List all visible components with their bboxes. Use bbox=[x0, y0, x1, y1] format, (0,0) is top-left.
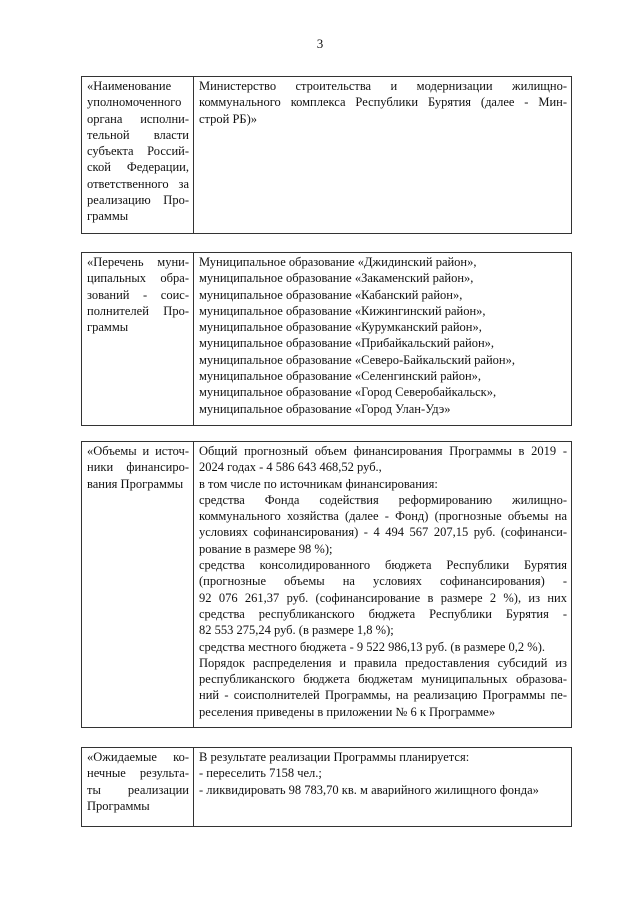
value-line: 2024 годах - 4 586 643 468,52 руб., bbox=[199, 460, 382, 475]
label-line: нечные результа- bbox=[87, 766, 189, 781]
label-line: зований - соис- bbox=[87, 287, 189, 302]
label-line: ники финансиро- bbox=[87, 460, 189, 475]
label-line: ответственного за bbox=[87, 176, 189, 191]
label-line: полнителей Про- bbox=[87, 303, 189, 318]
label-cell bbox=[82, 442, 194, 728]
value-line: реселения приведены в приложении № 6 к Программе» bbox=[199, 704, 496, 719]
label-line: тельной власти bbox=[87, 127, 189, 142]
value-line: коммунального хозяйства (далее - Фонд) (прогнозные объемы на bbox=[199, 509, 567, 524]
label-line: реализацию Про- bbox=[87, 193, 189, 208]
page-number: 3 bbox=[316, 36, 324, 51]
value-line: Общий прогнозный объем финансирования Программы в 2019 - bbox=[199, 444, 567, 458]
value-line: ний - соисполнителей Программы, на реализацию Программы пе- bbox=[199, 688, 567, 703]
label-line: ты реализации bbox=[87, 782, 189, 797]
municipality-item: муниципальное образование «Курумканский район», bbox=[199, 320, 482, 335]
value-cell bbox=[194, 442, 572, 728]
label-line: ской Федерации, bbox=[87, 160, 189, 175]
passport-table-financing bbox=[81, 441, 572, 728]
label-cell bbox=[82, 253, 194, 426]
value-line: - ликвидировать 98 783,70 кв. м аварийного жилищного фонда» bbox=[199, 782, 539, 797]
value-line: средства местного бюджета - 9 522 986,13 руб. (в размере 0,2 %). bbox=[199, 639, 546, 654]
label-line: вания Программы bbox=[87, 476, 184, 491]
value-line: средства республиканского бюджета Республики Бурятия - bbox=[199, 606, 567, 621]
municipality-item: муниципальное образование «Кижингинский район», bbox=[199, 303, 486, 318]
value-line: (прогнозные объемы на условиях софинансирования) - bbox=[199, 574, 567, 589]
value-line: средства консолидированного бюджета Республики Бурятия bbox=[199, 558, 567, 573]
value-line: Порядок распределения и правила предоставления субсидий из bbox=[199, 655, 567, 670]
municipality-item: муниципальное образование «Прибайкальский район», bbox=[199, 336, 495, 351]
municipality-item: муниципальное образование «Закаменский район», bbox=[199, 271, 474, 286]
table-row bbox=[82, 253, 572, 426]
label-line: «Ожидаемые ко- bbox=[87, 750, 189, 764]
label-line: ципальных обра- bbox=[87, 271, 189, 286]
value-line: рование в размере 98 %); bbox=[199, 541, 333, 556]
value-line: В результате реализации Программы планируется: bbox=[199, 750, 470, 764]
municipality-item: Муниципальное образование «Джидинский район», bbox=[199, 255, 477, 269]
value-line: 82 553 275,24 руб. (в размере 1,8 %); bbox=[199, 623, 394, 638]
value-line: строй РБ)» bbox=[199, 111, 258, 126]
value-line: республиканского бюджета бюджетам муниципальных образова- bbox=[199, 672, 567, 687]
municipality-item: муниципальное образование «Селенгинский район», bbox=[199, 369, 482, 384]
municipality-item: муниципальное образование «Северо-Байкальский район», bbox=[199, 352, 515, 367]
municipality-item: муниципальное образование «Город Улан-Удэ» bbox=[199, 401, 451, 416]
value-cell bbox=[194, 253, 572, 426]
label-line: «Объемы и источ- bbox=[87, 444, 189, 458]
label-line: граммы bbox=[87, 320, 129, 335]
label-line: «Перечень муни- bbox=[87, 255, 189, 269]
passport-table-municipalities bbox=[81, 252, 572, 426]
label-line: субъекта Россий- bbox=[87, 144, 189, 159]
value-line: в том числе по источникам финансирования: bbox=[199, 476, 438, 491]
table-row bbox=[82, 77, 572, 234]
value-line: условиях софинансирования) - 4 494 567 207,15 руб. (софинанси- bbox=[199, 525, 567, 540]
value-cell bbox=[194, 748, 572, 827]
label-line: Программы bbox=[87, 798, 150, 813]
value-line: Министерство строительства и модернизации жилищно- bbox=[199, 79, 567, 93]
label-line: органа исполни- bbox=[87, 111, 189, 126]
municipality-item: муниципальное образование «Кабанский район», bbox=[199, 287, 463, 302]
label-cell bbox=[82, 77, 194, 234]
value-cell bbox=[194, 77, 572, 234]
value-line: средства Фонда содействия реформированию жилищно- bbox=[199, 492, 567, 507]
label-line: граммы bbox=[87, 209, 129, 224]
table-row bbox=[82, 442, 572, 728]
value-line: коммунального комплекса Республики Бурятия (далее - Мин- bbox=[199, 95, 567, 110]
municipality-item: муниципальное образование «Город Северобайкальск», bbox=[199, 385, 497, 400]
label-cell bbox=[82, 748, 194, 827]
value-line: 92 076 261,37 руб. (софинансирование в размере 2 %), из них bbox=[199, 590, 567, 605]
table-row bbox=[82, 748, 572, 827]
value-line: - переселить 7158 чел.; bbox=[199, 766, 322, 781]
label-line: уполномоченного bbox=[87, 95, 182, 110]
label-line: «Наименование bbox=[87, 79, 172, 93]
passport-table-responsible-authority bbox=[81, 76, 572, 234]
passport-table-expected-results bbox=[81, 747, 572, 827]
